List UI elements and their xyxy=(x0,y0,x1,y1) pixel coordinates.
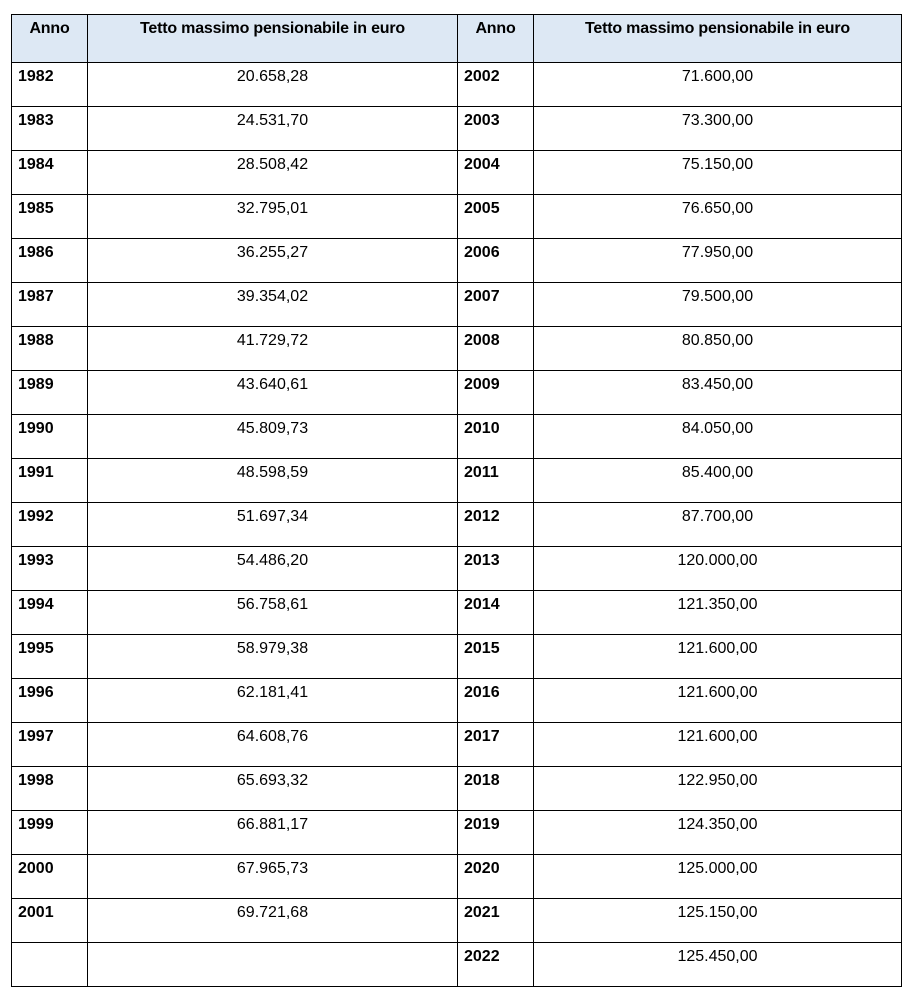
year-right-cell: 2017 xyxy=(458,723,534,767)
value-right-cell: 121.600,00 xyxy=(534,635,902,679)
table-row xyxy=(12,459,902,503)
table-row xyxy=(12,371,902,415)
year-left-cell: 1995 xyxy=(12,635,88,679)
value-right-cell: 121.350,00 xyxy=(534,591,902,635)
header-value-right: Tetto massimo pensionabile in euro xyxy=(534,15,902,63)
table-row xyxy=(12,107,902,151)
header-year-right: Anno xyxy=(458,15,534,63)
value-right-cell: 120.000,00 xyxy=(534,547,902,591)
year-left-cell: 1996 xyxy=(12,679,88,723)
year-left-cell: 1987 xyxy=(12,283,88,327)
year-left-cell: 1989 xyxy=(12,371,88,415)
table-row xyxy=(12,679,902,723)
value-left-cell: 64.608,76 xyxy=(88,723,458,767)
table-row xyxy=(12,151,902,195)
value-left-cell: 56.758,61 xyxy=(88,591,458,635)
year-left-cell: 1984 xyxy=(12,151,88,195)
value-right-cell: 121.600,00 xyxy=(534,679,902,723)
year-left-cell: 1986 xyxy=(12,239,88,283)
value-left-cell: 32.795,01 xyxy=(88,195,458,239)
value-left-cell: 58.979,38 xyxy=(88,635,458,679)
table-row xyxy=(12,195,902,239)
value-left-cell: 62.181,41 xyxy=(88,679,458,723)
year-left-cell: 1994 xyxy=(12,591,88,635)
value-right-cell: 121.600,00 xyxy=(534,723,902,767)
value-left-cell: 65.693,32 xyxy=(88,767,458,811)
year-right-cell: 2016 xyxy=(458,679,534,723)
year-right-cell: 2013 xyxy=(458,547,534,591)
year-right-cell: 2022 xyxy=(458,943,534,987)
year-right-cell: 2002 xyxy=(458,63,534,107)
year-left-cell: 1988 xyxy=(12,327,88,371)
year-right-cell: 2012 xyxy=(458,503,534,547)
table-row xyxy=(12,943,902,987)
table-row xyxy=(12,899,902,943)
year-right-cell: 2007 xyxy=(458,283,534,327)
value-left-cell: 28.508,42 xyxy=(88,151,458,195)
value-right-cell: 73.300,00 xyxy=(534,107,902,151)
year-right-cell: 2021 xyxy=(458,899,534,943)
year-left-cell: 1982 xyxy=(12,63,88,107)
value-left-cell xyxy=(88,943,458,987)
value-right-cell: 84.050,00 xyxy=(534,415,902,459)
header-row xyxy=(12,15,902,63)
value-right-cell: 71.600,00 xyxy=(534,63,902,107)
table-row xyxy=(12,327,902,371)
value-left-cell: 43.640,61 xyxy=(88,371,458,415)
year-right-cell: 2014 xyxy=(458,591,534,635)
value-right-cell: 125.150,00 xyxy=(534,899,902,943)
year-right-cell: 2015 xyxy=(458,635,534,679)
value-right-cell: 124.350,00 xyxy=(534,811,902,855)
year-left-cell: 2000 xyxy=(12,855,88,899)
table-row xyxy=(12,811,902,855)
year-left-cell: 1985 xyxy=(12,195,88,239)
year-left-cell: 1999 xyxy=(12,811,88,855)
value-right-cell: 79.500,00 xyxy=(534,283,902,327)
value-left-cell: 24.531,70 xyxy=(88,107,458,151)
table-row xyxy=(12,239,902,283)
table-row xyxy=(12,855,902,899)
table-row xyxy=(12,415,902,459)
value-right-cell: 122.950,00 xyxy=(534,767,902,811)
year-right-cell: 2018 xyxy=(458,767,534,811)
value-left-cell: 39.354,02 xyxy=(88,283,458,327)
year-right-cell: 2008 xyxy=(458,327,534,371)
table-row xyxy=(12,63,902,107)
value-left-cell: 36.255,27 xyxy=(88,239,458,283)
year-left-cell: 1992 xyxy=(12,503,88,547)
value-right-cell: 75.150,00 xyxy=(534,151,902,195)
header-value-left: Tetto massimo pensionabile in euro xyxy=(88,15,458,63)
year-right-cell: 2006 xyxy=(458,239,534,283)
year-left-cell: 2001 xyxy=(12,899,88,943)
value-left-cell: 48.598,59 xyxy=(88,459,458,503)
year-left-cell xyxy=(12,943,88,987)
table-row xyxy=(12,723,902,767)
value-right-cell: 85.400,00 xyxy=(534,459,902,503)
year-left-cell: 1998 xyxy=(12,767,88,811)
value-right-cell: 87.700,00 xyxy=(534,503,902,547)
value-left-cell: 41.729,72 xyxy=(88,327,458,371)
pension-cap-table xyxy=(11,14,902,987)
table-row xyxy=(12,283,902,327)
table-row xyxy=(12,591,902,635)
value-right-cell: 76.650,00 xyxy=(534,195,902,239)
header-year-left: Anno xyxy=(12,15,88,63)
table-header xyxy=(12,15,902,63)
value-right-cell: 125.450,00 xyxy=(534,943,902,987)
value-right-cell: 77.950,00 xyxy=(534,239,902,283)
year-right-cell: 2009 xyxy=(458,371,534,415)
value-right-cell: 83.450,00 xyxy=(534,371,902,415)
table-row xyxy=(12,635,902,679)
year-right-cell: 2003 xyxy=(458,107,534,151)
year-right-cell: 2010 xyxy=(458,415,534,459)
value-left-cell: 54.486,20 xyxy=(88,547,458,591)
value-left-cell: 67.965,73 xyxy=(88,855,458,899)
year-left-cell: 1997 xyxy=(12,723,88,767)
value-left-cell: 66.881,17 xyxy=(88,811,458,855)
year-left-cell: 1993 xyxy=(12,547,88,591)
year-left-cell: 1983 xyxy=(12,107,88,151)
year-left-cell: 1990 xyxy=(12,415,88,459)
value-left-cell: 45.809,73 xyxy=(88,415,458,459)
value-right-cell: 80.850,00 xyxy=(534,327,902,371)
year-right-cell: 2020 xyxy=(458,855,534,899)
value-left-cell: 51.697,34 xyxy=(88,503,458,547)
value-right-cell: 125.000,00 xyxy=(534,855,902,899)
value-left-cell: 20.658,28 xyxy=(88,63,458,107)
table-row xyxy=(12,767,902,811)
table-row xyxy=(12,547,902,591)
year-right-cell: 2019 xyxy=(458,811,534,855)
year-left-cell: 1991 xyxy=(12,459,88,503)
year-right-cell: 2005 xyxy=(458,195,534,239)
value-left-cell: 69.721,68 xyxy=(88,899,458,943)
year-right-cell: 2011 xyxy=(458,459,534,503)
table-body xyxy=(12,63,902,987)
table-row xyxy=(12,503,902,547)
year-right-cell: 2004 xyxy=(458,151,534,195)
